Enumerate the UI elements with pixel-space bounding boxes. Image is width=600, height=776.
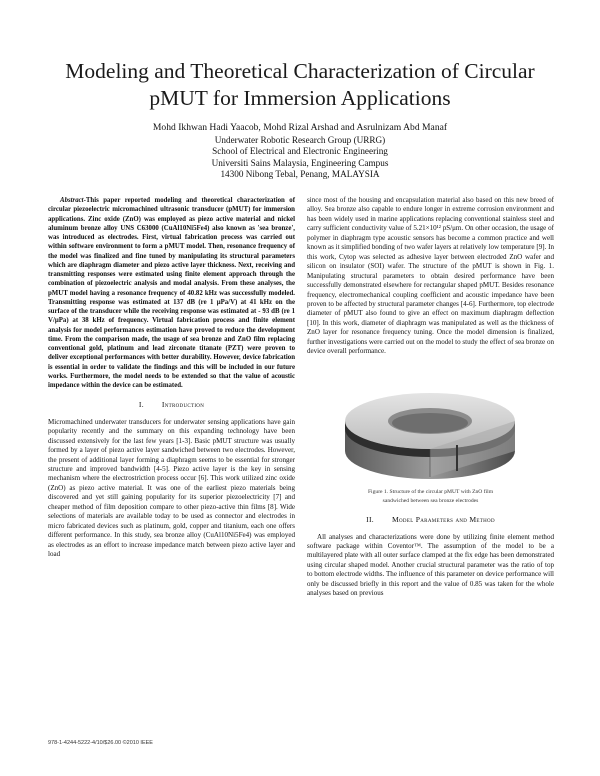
right-column xyxy=(307,196,554,599)
figure-1 xyxy=(307,365,554,485)
section-heading xyxy=(48,400,295,409)
affiliation-line: Universiti Sains Malaysia, Engineering Campus xyxy=(211,157,389,168)
introduction-text: Micromachined underwater transducers for underwater sensing applications have gain popularity recently and the summary on this expanding technology have been discussed extensively for the last few years [1-3]. Basic pMUT structure was usually formed by a layer of piezo active layer sandwiched between two electrodes. However, the present of additional layer forming a diaphragm seems to be essential for stronger structure and improved bandwidth [4-5]. Piezo active layer is the key in sensing mechanism where the electrostriction process occur [6]. This work utilized zinc oxide (ZnO) as piezo active material. It was one of the earliest piezo materials being discovered and yet still gaining popularity for its superior piezoelectricity [7] and cheaper method of film deposition compare to other piezo-active thin films [8]. Wide selections of materials are available today to be used as connector and electrodes in micro fabricated devices such as platinum, gold, copper and titanium, each one offers different performance. In this study, sea bronze alloy (CuAl10Ni5Fe4) was employed as electrodes as an effort to increase impedance match between piezo active layer and load xyxy=(48,417,295,559)
copyright-footer: 978-1-4244-5222-4/10/$26.00 ©2010 IEEE xyxy=(48,740,153,746)
affiliation-line: Underwater Robotic Research Group (URRG) xyxy=(214,134,386,145)
affiliation-line: 14300 Nibong Tebal, Penang, MALAYSIA xyxy=(220,169,380,179)
affiliation-line: School of Electrical and Electronic Engineering xyxy=(212,146,388,156)
body-paragraph: since most of the housing and encapsulation material also based on this new breed of alloy. Sea bronze also capable to endure longer in extreme corrosion environment and has been widely used in marine applications replacing conventional stainless steel and carry sufficient conductivity value of 5.21×10¹² pS/μm. On other occasion, the usage of polymer in diaphragm type acoustic sensors has become a common practice and well known as it simplified bonding of two wafer layers at relatively low temperature [9]. In this work, Cytop was selected as adhesive layer between electroded ZnO wafer and silicon on insulator (SOI) wafer. The structure of the pMUT is shown in Fig. 1. Manipulating structural parameters to obtain desired performance have been successfully demonstrated elsewhere for rectangular shaped pMUT. Besides resonance frequency, electromechanical coupling coefficient and acoustic impedance have been proven to be affected by structural parameter changes [4-6]. Furthermore, top electrode diameter of pMUT also found to give an effect on maximum diaphragm deflection [10]. In this work, diameter of diaphragm was manipulated as well as the thickness of ZnO layer for resonance frequency tuning. Once the model dimension is finalized, further investigations were carried out on the model to study the effect of sea bronze on device overall performance. xyxy=(307,196,554,356)
pmut-structure-illustration xyxy=(307,365,554,485)
method-text: All analyses and characterizations were done by utilizing finite element method software package within Coventor™. The assumption of the model to be a multilayered plate with all outer surface clamped at the fix edge has been demonstrated using circular shaped model. Another crucial structural parameter was the ratio of top to bottom electrode widths. The influence of this parameter on device performance will only be discussed briefly in this report and the value of 0.85 was taken for the whole analyses based on previous xyxy=(307,532,554,598)
abstract-label: Abstract xyxy=(60,197,84,204)
abstract xyxy=(48,196,295,390)
section-heading xyxy=(307,515,554,524)
abstract-text: -This paper reported modeling and theoretical characterization of circular piezoelectric micromachined ultrasonic transducer (pMUT) for immersion applications. Zinc oxide (ZnO) was employed as piezo active material and nickel aluminum bronze alloy UNS C63000 (CuAl10Ni5Fe4) also known as 'sea bronze', was introduced as electrodes. First, virtual fabrication process was carried out within software environment to form a pMUT model. Then, resonance frequency of the model was finalized and fine tuned by manipulating its structural parameters which are diaphragm diameter and piezo active layer thickness. Next, receiving and transmitting responses were estimated using finite element approach through the combination of piezoelectric analysis and modal analysis. From these analyses, the pMUT model having a resonance frequency of 40.82 kHz was successfully modeled. Transmitting response was estimated at 137 dB (re 1 μPa/V) at 41 kHz on the surface of the transducer while the receiving response was estimated at - 93 dB (re 1 V/μPa) at 38 kHz of frequency. Virtual fabrication process and finite element analysis for model performances estimation have proved to reduce the development time. From the comparison made, the usage of sea bronze and ZnO film replacing conventional gold, platinum and lead zirconate titanate (PZT) were proven to deliver exceptional performances with better durability. However, device fabrication is essential in order to validate the findings and this will be included in our future works. Furthermore, the model needs to be extended so that the value of acoustic impedance within the device can be estimated. xyxy=(48,197,295,389)
left-column xyxy=(48,196,295,560)
section-title: Introduction xyxy=(161,400,205,410)
figure-caption: sandwiched between sea bronze electrodes xyxy=(382,497,479,504)
author-names: Mohd Ikhwan Hadi Yaacob, Mohd Rizal Arshad and Asrulnizam Abd Manaf xyxy=(152,122,448,133)
section-number: II. xyxy=(366,515,374,525)
section-number: I. xyxy=(138,400,144,410)
figure-caption: Figure 1. Structure of the circular pMUT with ZnO film xyxy=(367,488,494,495)
section-title: Model Parameters and Method xyxy=(391,515,495,525)
paper-title: Modeling and Theoretical Characterization of Circular pMUT for Immersion Applications xyxy=(65,59,535,110)
author-block xyxy=(40,122,560,181)
